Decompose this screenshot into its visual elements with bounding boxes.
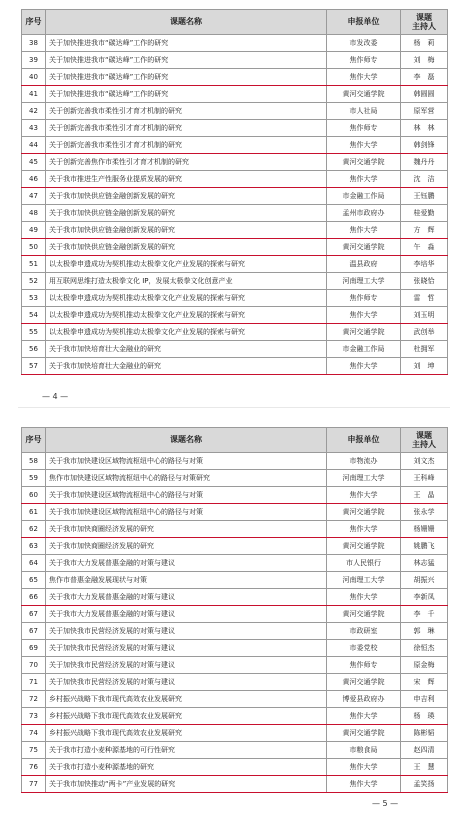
col-header-host: [401, 10, 448, 35]
cell-unit: 孟州市政府办: [327, 205, 401, 222]
cell-title: 关于我市加快供应链金融创新发展的研究: [46, 222, 327, 239]
cell-num: 70: [22, 657, 46, 674]
cell-host: 原军营: [401, 103, 448, 120]
table-row: [22, 273, 448, 290]
cell-host: 韩圆圆: [401, 86, 448, 103]
table-row: [22, 674, 448, 691]
cell-unit: 黄河交通学院: [327, 86, 401, 103]
table-row: [22, 86, 448, 103]
cell-title: 关于我市打造小麦种源基地的研究: [46, 759, 327, 776]
cell-num: 62: [22, 521, 46, 538]
cell-num: 74: [22, 725, 46, 742]
cell-unit: 焦作大学: [327, 358, 401, 375]
cell-num: 43: [22, 120, 46, 137]
table-row: [22, 640, 448, 657]
table-header: [22, 428, 448, 453]
cell-unit: 黄河交通学院: [327, 674, 401, 691]
cell-num: 38: [22, 35, 46, 52]
col-header-unit: 申报单位: [327, 428, 401, 453]
cell-title: 以太极拳申遗成功为契机推动太极拳文化产业发展的探索与研究: [46, 290, 327, 307]
cell-title: 关于我市加快建设区域物流枢纽中心的路径与对策: [46, 487, 327, 504]
table-row: [22, 504, 448, 521]
cell-unit: 焦作师专: [327, 290, 401, 307]
cell-num: 67: [22, 606, 46, 623]
cell-host: 张永学: [401, 504, 448, 521]
cell-unit: 市人社局: [327, 103, 401, 120]
cell-host: 沈 洁: [401, 171, 448, 188]
cell-title: 关于我市打造小麦种源基地的可行性研究: [46, 742, 327, 759]
table-row: [22, 691, 448, 708]
cell-unit: 博爱县政府办: [327, 691, 401, 708]
cell-host: 方 辉: [401, 222, 448, 239]
cell-host: 雷 哲: [401, 290, 448, 307]
cell-host: 宋 辉: [401, 674, 448, 691]
cell-host: 李 千: [401, 606, 448, 623]
cell-host: 刘玉明: [401, 307, 448, 324]
cell-host: 王钰鹏: [401, 188, 448, 205]
cell-host: 原金梅: [401, 657, 448, 674]
cell-host: 魏丹丹: [401, 154, 448, 171]
table-row: [22, 137, 448, 154]
cell-host: 李新凤: [401, 589, 448, 606]
projects-table-page-4: [21, 9, 448, 375]
table-row: [22, 256, 448, 273]
table-row: [22, 307, 448, 324]
table-row: [22, 589, 448, 606]
cell-title: 关于创新完善焦作市柔性引才育才机制的研究: [46, 154, 327, 171]
host-header-line1: 课题: [416, 431, 432, 440]
page-divider: [18, 407, 450, 408]
table-row: [22, 103, 448, 120]
cell-unit: 黄河交通学院: [327, 239, 401, 256]
cell-host: 徐恒杰: [401, 640, 448, 657]
table-row: [22, 538, 448, 555]
cell-unit: 焦作大学: [327, 759, 401, 776]
table-row: [22, 154, 448, 171]
cell-title: 关于我市加快供应链金融创新发展的研究: [46, 188, 327, 205]
cell-num: 58: [22, 453, 46, 470]
cell-num: 66: [22, 589, 46, 606]
table-row: [22, 623, 448, 640]
cell-title: 关于我市加快供应链金融创新发展的研究: [46, 205, 327, 222]
cell-num: 63: [22, 538, 46, 555]
cell-num: 61: [22, 504, 46, 521]
cell-num: 52: [22, 273, 46, 290]
cell-num: 67: [22, 623, 46, 640]
cell-num: 72: [22, 691, 46, 708]
cell-num: 57: [22, 358, 46, 375]
table-row: [22, 555, 448, 572]
cell-title: 关于加快推进我市“碳达峰”工作的研究: [46, 86, 327, 103]
cell-unit: 黄河交通学院: [327, 504, 401, 521]
col-header-title: 课题名称: [46, 428, 327, 453]
cell-num: 65: [22, 572, 46, 589]
cell-host: 郭 琳: [401, 623, 448, 640]
cell-host: 李培华: [401, 256, 448, 273]
table-row: [22, 171, 448, 188]
cell-title: 以太极拳申遗成功为契机推动太极拳文化产业发展的探索与研究: [46, 256, 327, 273]
cell-title: 关于我市加快供应链金融创新发展的研究: [46, 239, 327, 256]
cell-title: 关于我市大力发展普惠金融的对策与建议: [46, 589, 327, 606]
cell-title: 关于我市加快商圈经济发展的研究: [46, 538, 327, 555]
cell-title: 以太极拳申遗成功为契机推动太极拳文化产业发展的探索与研究: [46, 324, 327, 341]
cell-unit: 焦作大学: [327, 171, 401, 188]
cell-host: 张晓恰: [401, 273, 448, 290]
cell-num: 44: [22, 137, 46, 154]
cell-title: 关于我市加快建设区域物流枢纽中心的路径与对策: [46, 453, 327, 470]
cell-unit: 市物流办: [327, 453, 401, 470]
cell-unit: 黄河交通学院: [327, 538, 401, 555]
cell-num: 42: [22, 103, 46, 120]
table-row: [22, 742, 448, 759]
col-header-host: [401, 428, 448, 453]
cell-num: 48: [22, 205, 46, 222]
cell-host: 刘 坤: [401, 358, 448, 375]
cell-unit: 焦作大学: [327, 776, 401, 793]
cell-title: 关于我市加快推动“两卡”产业发展的研究: [46, 776, 327, 793]
cell-host: 午 淼: [401, 239, 448, 256]
table-row: [22, 776, 448, 793]
cell-unit: 焦作大学: [327, 69, 401, 86]
page-number-5: — 5 —: [372, 799, 399, 808]
cell-host: 陈彬韬: [401, 725, 448, 742]
table-row: [22, 341, 448, 358]
cell-num: 49: [22, 222, 46, 239]
table-header: [22, 10, 448, 35]
cell-host: 杨姗姗: [401, 521, 448, 538]
cell-unit: 市政研室: [327, 623, 401, 640]
cell-num: 41: [22, 86, 46, 103]
col-header-unit: 申报单位: [327, 10, 401, 35]
table-row: [22, 69, 448, 86]
cell-unit: 河南理工大学: [327, 273, 401, 290]
cell-title: 关于加快推进我市“碳达峰”工作的研究: [46, 35, 327, 52]
cell-unit: 河南理工大学: [327, 470, 401, 487]
table-row: [22, 52, 448, 69]
cell-unit: 黄河交通学院: [327, 606, 401, 623]
cell-unit: 焦作大学: [327, 708, 401, 725]
cell-num: 59: [22, 470, 46, 487]
cell-num: 64: [22, 555, 46, 572]
cell-unit: 焦作大学: [327, 487, 401, 504]
cell-title: 乡村振兴战略下我市现代高效农业发展研究: [46, 725, 327, 742]
col-header-title: 课题名称: [46, 10, 327, 35]
host-header-line2: 主持人: [412, 22, 436, 31]
table-row: [22, 521, 448, 538]
cell-host: 王科峰: [401, 470, 448, 487]
page-number-4: — 4 —: [42, 392, 69, 401]
table-row: [22, 759, 448, 776]
cell-title: 乡村振兴战略下我市现代高效农业发展研究: [46, 708, 327, 725]
cell-num: 45: [22, 154, 46, 171]
table-row: [22, 358, 448, 375]
cell-num: 51: [22, 256, 46, 273]
cell-host: 赵四清: [401, 742, 448, 759]
cell-title: 关于创新完善我市柔性引才育才机制的研究: [46, 137, 327, 154]
cell-host: 韩剑锋: [401, 137, 448, 154]
cell-host: 王 慧: [401, 759, 448, 776]
cell-num: 50: [22, 239, 46, 256]
cell-unit: 市金融工作局: [327, 341, 401, 358]
cell-num: 69: [22, 640, 46, 657]
cell-host: 杨 莉: [401, 35, 448, 52]
cell-title: 以太极拳申遗成功为契机推动太极拳文化产业发展的探索与研究: [46, 307, 327, 324]
projects-table-page-5: [21, 427, 448, 793]
table-row: [22, 470, 448, 487]
cell-num: 54: [22, 307, 46, 324]
cell-num: 60: [22, 487, 46, 504]
cell-unit: 焦作大学: [327, 589, 401, 606]
cell-host: 杨 瑛: [401, 708, 448, 725]
cell-num: 47: [22, 188, 46, 205]
table-row: [22, 725, 448, 742]
host-header-line1: 课题: [416, 13, 432, 22]
cell-title: 关于加快我市民营经济发展的对策与建议: [46, 640, 327, 657]
cell-unit: 焦作师专: [327, 120, 401, 137]
table-row: [22, 572, 448, 589]
cell-unit: 黄河交通学院: [327, 324, 401, 341]
cell-title: 关于加快我市民营经济发展的对策与建议: [46, 657, 327, 674]
cell-num: 39: [22, 52, 46, 69]
table-row: [22, 487, 448, 504]
cell-host: 武创举: [401, 324, 448, 341]
table-row: [22, 657, 448, 674]
cell-title: 乡村振兴战略下我市现代高效农业发展研究: [46, 691, 327, 708]
cell-host: 申吉利: [401, 691, 448, 708]
cell-host: 刘文杰: [401, 453, 448, 470]
cell-unit: 焦作大学: [327, 222, 401, 239]
cell-unit: 河南理工大学: [327, 572, 401, 589]
table-row: [22, 324, 448, 341]
cell-num: 46: [22, 171, 46, 188]
cell-unit: 焦作师专: [327, 52, 401, 69]
cell-host: 姚鹏飞: [401, 538, 448, 555]
table-row: [22, 205, 448, 222]
cell-unit: 市委党校: [327, 640, 401, 657]
cell-host: 林志猛: [401, 555, 448, 572]
cell-host: 李 磊: [401, 69, 448, 86]
cell-host: 刘 梅: [401, 52, 448, 69]
cell-title: 关于创新完善我市柔性引才育才机制的研究: [46, 120, 327, 137]
cell-title: 关于加快推进我市“碳达峰”工作的研究: [46, 52, 327, 69]
table-row: [22, 290, 448, 307]
cell-title: 关于我市加快培育壮大金融业的研究: [46, 341, 327, 358]
cell-unit: 市发改委: [327, 35, 401, 52]
cell-unit: 温县政府: [327, 256, 401, 273]
col-header-num: 序号: [22, 428, 46, 453]
cell-host: 林 林: [401, 120, 448, 137]
col-header-num: 序号: [22, 10, 46, 35]
cell-host: 胡振兴: [401, 572, 448, 589]
cell-title: 关于加快我市民营经济发展的对策与建议: [46, 674, 327, 691]
cell-unit: 市粮食局: [327, 742, 401, 759]
cell-title: 关于加快推进我市“碳达峰”工作的研究: [46, 69, 327, 86]
table-row: [22, 606, 448, 623]
cell-title: 关于我市大力发展普惠金融的对策与建议: [46, 606, 327, 623]
cell-num: 71: [22, 674, 46, 691]
table-row: [22, 453, 448, 470]
cell-unit: 焦作大学: [327, 521, 401, 538]
cell-unit: 市金融工作局: [327, 188, 401, 205]
cell-title: 关于我市大力发展普惠金融的对策与建议: [46, 555, 327, 572]
cell-unit: 黄河交通学院: [327, 725, 401, 742]
host-header-line2: 主持人: [412, 440, 436, 449]
cell-title: 焦作市普惠金融发展现状与对策: [46, 572, 327, 589]
cell-title: 关于创新完善我市柔性引才育才机制的研究: [46, 103, 327, 120]
cell-title: 用互联网思维打造太极拳文化 IP，发展太极拳文化创意产业: [46, 273, 327, 290]
cell-num: 73: [22, 708, 46, 725]
cell-host: 杜拥军: [401, 341, 448, 358]
cell-num: 55: [22, 324, 46, 341]
cell-title: 关于加快我市民营经济发展的对策与建议: [46, 623, 327, 640]
cell-unit: 市人民银行: [327, 555, 401, 572]
cell-unit: 焦作大学: [327, 137, 401, 154]
cell-title: 关于我市加快商圈经济发展的研究: [46, 521, 327, 538]
cell-unit: 黄河交通学院: [327, 154, 401, 171]
table-row: [22, 708, 448, 725]
table-row: [22, 239, 448, 256]
table-row: [22, 188, 448, 205]
cell-host: 王 晶: [401, 487, 448, 504]
cell-num: 76: [22, 759, 46, 776]
cell-host: 桂爱勤: [401, 205, 448, 222]
cell-unit: 焦作师专: [327, 657, 401, 674]
cell-title: 焦作市加快建设区域物流枢纽中心的路径与对策研究: [46, 470, 327, 487]
cell-title: 关于我市推进生产性服务业提质发展的研究: [46, 171, 327, 188]
table-row: [22, 120, 448, 137]
cell-num: 40: [22, 69, 46, 86]
cell-unit: 焦作大学: [327, 307, 401, 324]
cell-num: 75: [22, 742, 46, 759]
table-row: [22, 35, 448, 52]
cell-title: 关于我市加快培育壮大金融业的研究: [46, 358, 327, 375]
cell-num: 53: [22, 290, 46, 307]
cell-title: 关于我市加快建设区域物流枢纽中心的路径与对策: [46, 504, 327, 521]
table-row: [22, 222, 448, 239]
cell-host: 孟笑扬: [401, 776, 448, 793]
cell-num: 56: [22, 341, 46, 358]
cell-num: 77: [22, 776, 46, 793]
